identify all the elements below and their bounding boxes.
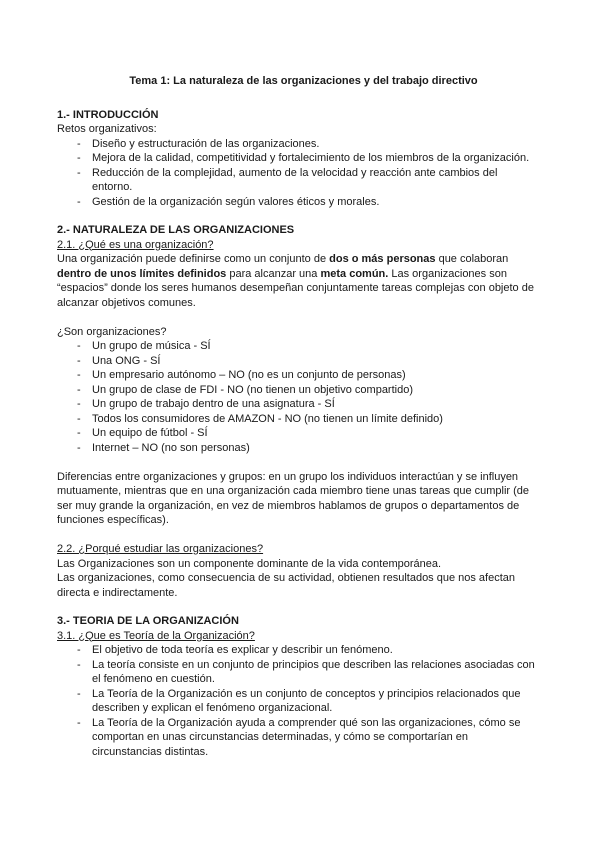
list-item: - Reducción de la complejidad, aumento de la velocidad y reacción ante cambios del entorno. [57, 166, 540, 195]
list-item: - Una ONG - SÍ [57, 354, 540, 369]
list-item: - La Teoría de la Organización ayuda a comprender qué son las organizaciones, cómo se comportan en unas circunstancias determinadas, y cómo se comportarían en circunstancias distintas. [57, 716, 540, 760]
list-item: - Un grupo de clase de FDI - NO (no tienen un objetivo compartido) [57, 383, 540, 398]
subsection-heading: 3.1. ¿Que es Teoría de la Organización? [57, 629, 255, 642]
list-item: - Todos los consumidores de AMAZON - NO (no tienen un límite definido) [57, 412, 540, 427]
list-item: - Mejora de la calidad, competitividad y fortalecimiento de los miembros de la organización. [57, 151, 540, 166]
document-title: Tema 1: La naturaleza de las organizaciones y del trabajo directivo [129, 75, 478, 87]
list-item: - Diseño y estructuración de las organizaciones. [57, 137, 540, 152]
paragraph: Las Organizaciones son un componente dominante de la vida contemporánea. [57, 557, 442, 570]
paragraph: ¿Son organizaciones? [57, 325, 167, 338]
section-teoria [57, 614, 540, 759]
bullet-list [57, 137, 540, 210]
section-heading: 2.- NATURALEZA DE LAS ORGANIZACIONES [57, 224, 295, 236]
bullet-list [57, 339, 540, 455]
section-heading: 3.- TEORIA DE LA ORGANIZACIÓN [57, 615, 239, 627]
bullet-list [57, 643, 540, 759]
list-item: - La Teoría de la Organización es un conjunto de conceptos y principios relacionados que describen y explican el fenómeno organizacional. [57, 687, 540, 716]
section-heading: 1.- INTRODUCCIÓN [57, 108, 159, 121]
definition-paragraph: Una organización puede definirse como un conjunto de dos o más personas que colaboran dentro de unos límites definidos para alcanzar una meta común. Las organizaciones son “espacios” donde los seres humanos desempeñan conjuntamente tareas complejas con objeto de alcanzar objetivos comunes. [57, 253, 534, 309]
section-introduccion [57, 108, 540, 210]
section-naturaleza [57, 223, 540, 600]
list-item: - Un empresario autónomo – NO (no es un conjunto de personas) [57, 368, 540, 383]
subsection-heading: 2.2. ¿Porqué estudiar las organizaciones? [57, 543, 264, 555]
list-item: - Un grupo de música - SÍ [57, 339, 540, 354]
subsection-heading: 2.1. ¿Qué es una organización? [57, 238, 214, 251]
list-item: - Un equipo de fútbol - SÍ [57, 426, 540, 441]
list-item: - El objetivo de toda teoría es explicar y describir un fenómeno. [57, 643, 540, 658]
list-item: - La teoría consiste en un conjunto de principios que describen las relaciones asociadas con el fenómeno en cuestión. [57, 658, 540, 687]
paragraph: Retos organizativos: [57, 123, 157, 135]
list-item: - Internet – NO (no son personas) [57, 441, 540, 456]
paragraph: Diferencias entre organizaciones y grupos: en un grupo los individuos interactúan y se influyen mutuamente, mientras que en una organización cada miembro tiene unas tareas que cumplir (de ser muy grande la organización, en vez de miembros hablamos de grupos o departamentos de funciones específicas). [57, 470, 530, 526]
paragraph: Las organizaciones, como consecuencia de su actividad, obtienen resultados que nos afectan directa e indirectamente. [57, 572, 516, 599]
list-item: - Un grupo de trabajo dentro de una asignatura - SÍ [57, 397, 540, 412]
list-item: - Gestión de la organización según valores éticos y morales. [57, 195, 540, 210]
